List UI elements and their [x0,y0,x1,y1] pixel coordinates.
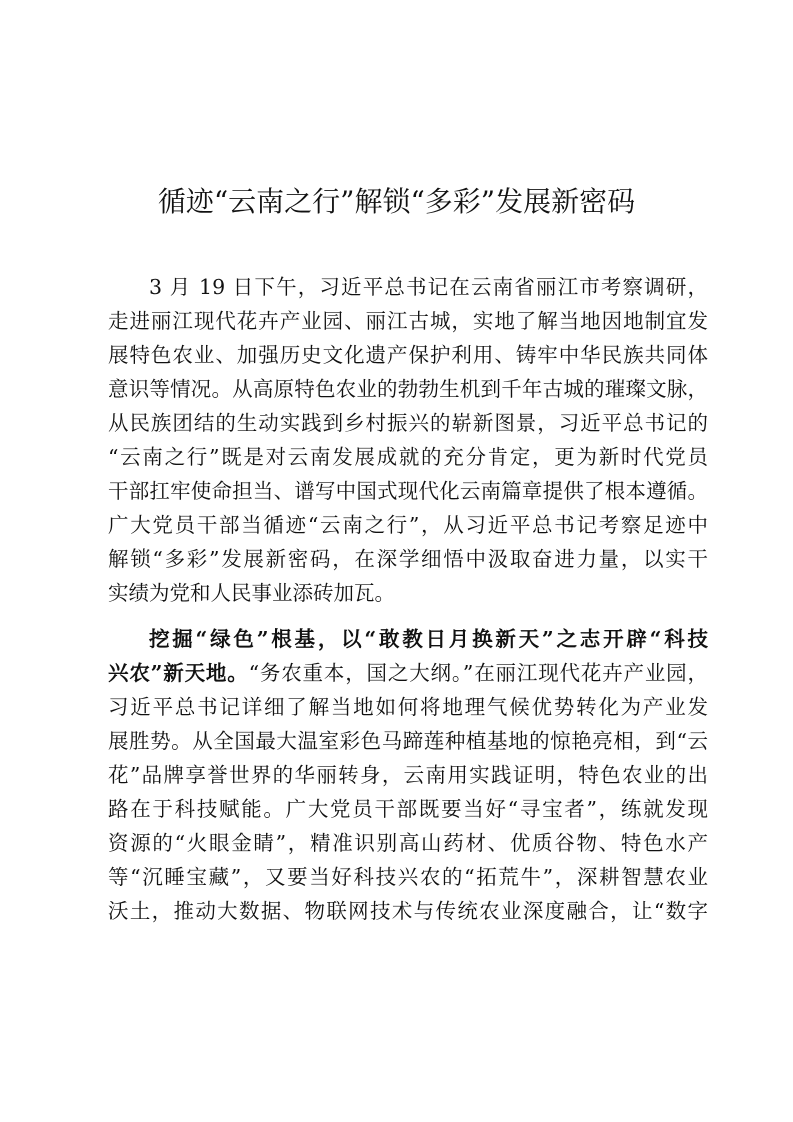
text-line: 展特色农业、加强历史文化遗产保护利用、铸牢中华民族共同体 [108,343,708,367]
text-line: 走进丽江现代花卉产业园、丽江古城，实地了解当地因地制宜发 [108,309,708,333]
text-line: 花”品牌享誉世界的华丽转身，云南用实践证明，特色农业的出 [108,763,708,787]
text-line: 资源的“火眼金睛”，精准识别高山药材、优质谷物、特色水产 [108,831,708,855]
text-line: 广大党员干部当循迹“云南之行”，从习近平总书记考察足迹中 [108,513,708,537]
text-line: 路在于科技赋能。广大党员干部既要当好“寻宝者”，练就发现 [108,797,708,821]
paragraph-2 [108,622,708,928]
text-line: 解锁“多彩”发展新密码，在深学细悟中汲取奋进力量，以实干 [108,547,708,571]
paragraph-1 [108,270,708,610]
text-line: 实绩为党和人民事业添砖加瓦。 [108,581,395,605]
text-line: 习近平总书记详细了解当地如何将地理气候优势转化为产业发 [108,695,708,719]
text-line: 意识等情况。从高原特色农业的勃勃生机到千年古城的璀璨文脉， [108,377,708,401]
text-span: “务农重本，国之大纲。”在丽江现代花卉产业园， [248,661,708,685]
lead-sentence-line: 挖掘“绿色”根基，以“敢教日月换新天”之志开辟“科技 [149,627,708,651]
text-line: “云南之行”既是对云南发展成就的充分肯定，更为新时代党员 [108,445,708,469]
text-line: 沃土，推动大数据、物联网技术与传统农业深度融合，让“数字 [108,899,708,923]
document-body [108,270,708,928]
text-line: 等“沉睡宝藏”，又要当好科技兴农的“拓荒牛”，深耕智慧农业 [108,865,708,889]
text-line [108,656,708,690]
text-line: 从民族团结的生动实践到乡村振兴的崭新图景，习近平总书记的 [108,411,708,435]
text-line: 干部扛牢使命担当、谱写中国式现代化云南篇章提供了根本遵循。 [108,479,708,503]
document-title: 循迹“云南之行”解锁“多彩”发展新密码 [157,185,636,218]
text-line: 展胜势。从全国最大温室彩色马蹄莲种植基地的惊艳亮相，到“云 [108,729,708,753]
text-line: 3 月 19 日下午，习近平总书记在云南省丽江市考察调研， [149,275,708,299]
lead-sentence-end: 兴农”新天地。 [108,661,249,685]
